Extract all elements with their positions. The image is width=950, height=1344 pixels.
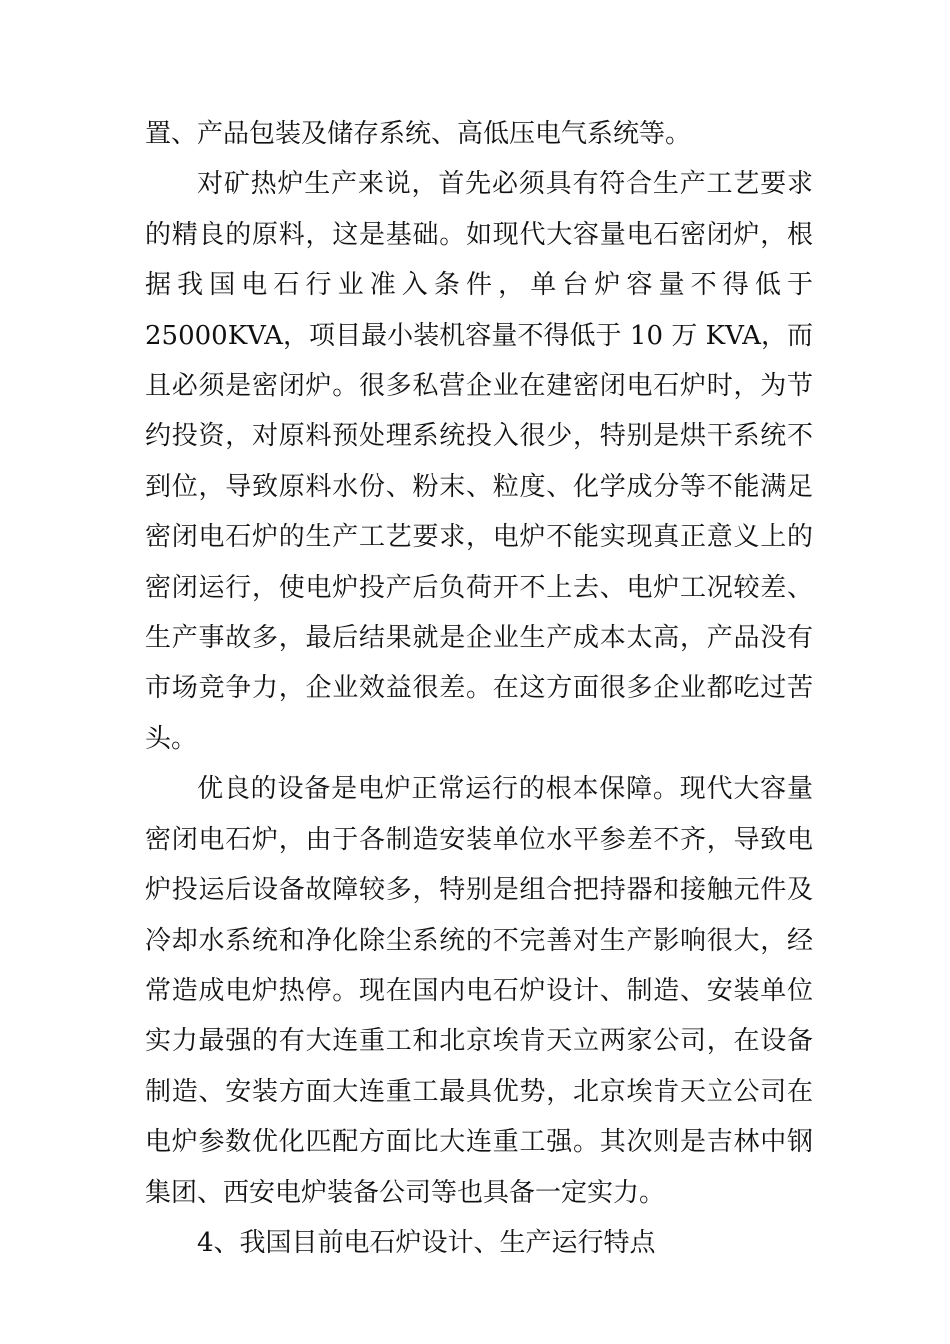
paragraph-raw-materials: 对矿热炉生产来说，首先必须具有符合生产工艺要求的精良的原料，这是基础。如现代大容量电石密闭炉，根据我国电石行业准入条件，单台炉容量不得低于 25000KVA，项目最小装机容量不得低于 10 万 KVA，而且必须是密闭炉。很多私营企业在建密闭电石炉时，为节约投资，对原料预处理系统投入很少，特别是烘干系统不到位，导致原料水份、粉末、粒度、化学成分等不能满足密闭电石炉的生产工艺要求，电炉不能实现真正意义上的密闭运行，使电炉投产后负荷开不上去、电炉工况较差、生产事故多，最后结果就是企业生产成本太高，产品没有市场竞争力，企业效益很差。在这方面很多企业都吃过苦头。 (145, 169, 813, 754)
section-heading: 4、我国目前电石炉设计、生产运行特点 (197, 1227, 656, 1258)
paragraph-equipment: 优良的设备是电炉正常运行的根本保障。现代大容量密闭电石炉，由于各制造安装单位水平参差不齐，导致电炉投运后设备故障较多，特别是组合把持器和接触元件及冷却水系统和净化除尘系统的不完善对生产影响很大，经常造成电炉热停。现在国内电石炉设计、制造、安装单位实力最强的有大连重工和北京埃肯天立两家公司，在设备制造、安装方面大连重工最具优势，北京埃肯天立公司在电炉参数优化匹配方面比大连重工强。其次则是吉林中钢集团、西安电炉装备公司等也具备一定实力。 (145, 774, 813, 1208)
document-body (145, 109, 813, 1268)
paragraph-continuation: 置、产品包装及储存系统、高低压电气系统等。 (145, 119, 692, 149)
